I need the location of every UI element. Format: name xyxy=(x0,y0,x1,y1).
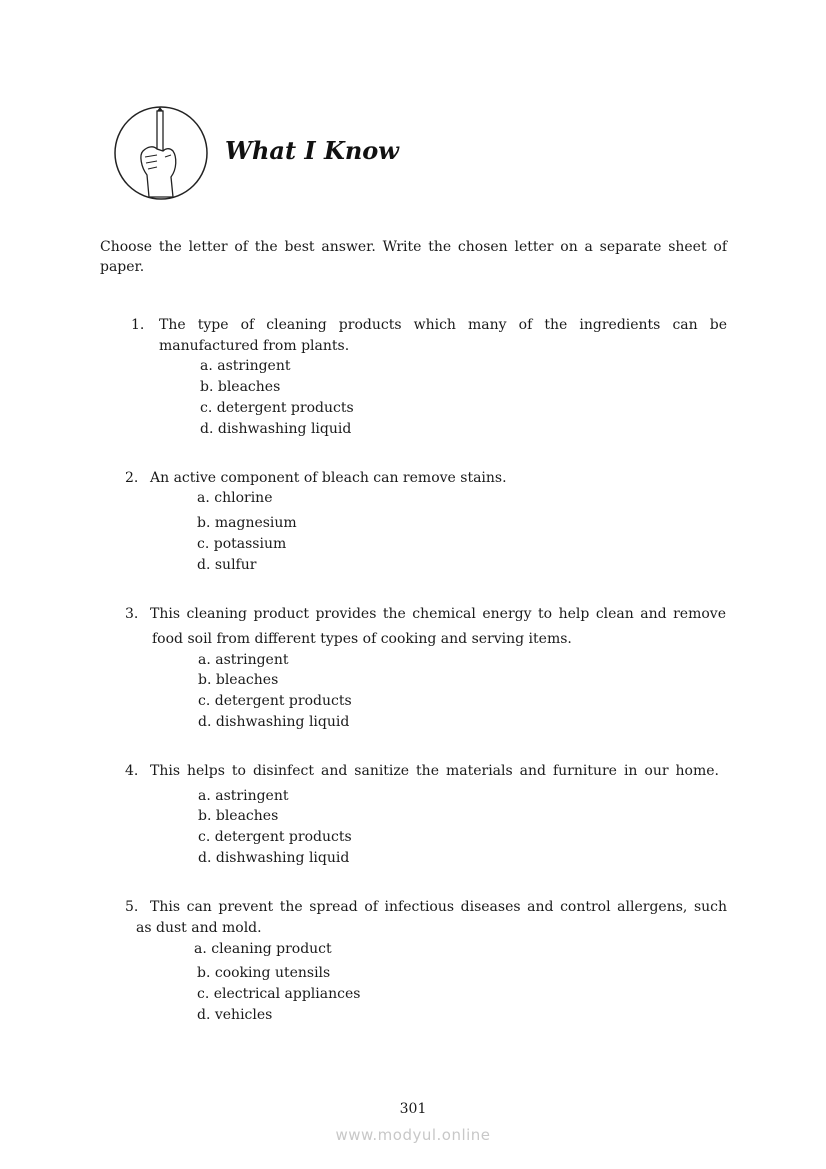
watermark: www.modyul.online xyxy=(335,1126,491,1144)
question-number: 1. xyxy=(131,317,145,333)
question-text: This can prevent the spread of infectious diseases and control allergens, such xyxy=(150,899,727,915)
instructions-line: paper. xyxy=(100,259,145,275)
answer-option: c. detergent products xyxy=(198,829,352,845)
section-title: What I Know xyxy=(225,136,399,165)
question-number: 3. xyxy=(125,606,139,622)
question-text: The type of cleaning products which many of the ingredients can be xyxy=(159,317,727,333)
question-number: 5. xyxy=(125,899,139,915)
answer-option: a. astringent xyxy=(198,788,289,804)
answer-option: a. astringent xyxy=(200,358,291,374)
answer-option: b. cooking utensils xyxy=(197,965,331,981)
question-number: 4. xyxy=(125,763,139,779)
answer-option: a. cleaning product xyxy=(194,941,332,957)
answer-option: d. sulfur xyxy=(197,557,257,573)
question-text: food soil from different types of cooking and serving items. xyxy=(152,631,572,647)
answer-option: b. bleaches xyxy=(198,672,279,688)
question-text: as dust and mold. xyxy=(136,920,262,936)
answer-option: b. magnesium xyxy=(197,515,297,531)
page-number: 301 xyxy=(399,1101,427,1117)
answer-option: d. dishwashing liquid xyxy=(198,714,350,730)
question-number: 2. xyxy=(125,470,139,486)
answer-option: b. bleaches xyxy=(198,808,279,824)
question-text: manufactured from plants. xyxy=(159,338,350,354)
hand-holding-pencil-icon xyxy=(113,105,209,201)
answer-option: d. dishwashing liquid xyxy=(198,850,350,866)
instructions-line: Choose the letter of the best answer. Write the chosen letter on a separate sheet of xyxy=(100,239,727,255)
answer-option: a. astringent xyxy=(198,652,289,668)
answer-option: c. electrical appliances xyxy=(197,986,361,1002)
answer-option: c. detergent products xyxy=(200,400,354,416)
question-text: This cleaning product provides the chemical energy to help clean and remove xyxy=(150,606,726,622)
answer-option: c. detergent products xyxy=(198,693,352,709)
answer-option: d. vehicles xyxy=(197,1007,273,1023)
answer-option: c. potassium xyxy=(197,536,287,552)
answer-option: a. chlorine xyxy=(197,490,273,506)
answer-option: b. bleaches xyxy=(200,379,281,395)
question-text: An active component of bleach can remove stains. xyxy=(150,470,507,486)
answer-option: d. dishwashing liquid xyxy=(200,421,352,437)
question-text: This helps to disinfect and sanitize the materials and furniture in our home. xyxy=(150,763,719,779)
